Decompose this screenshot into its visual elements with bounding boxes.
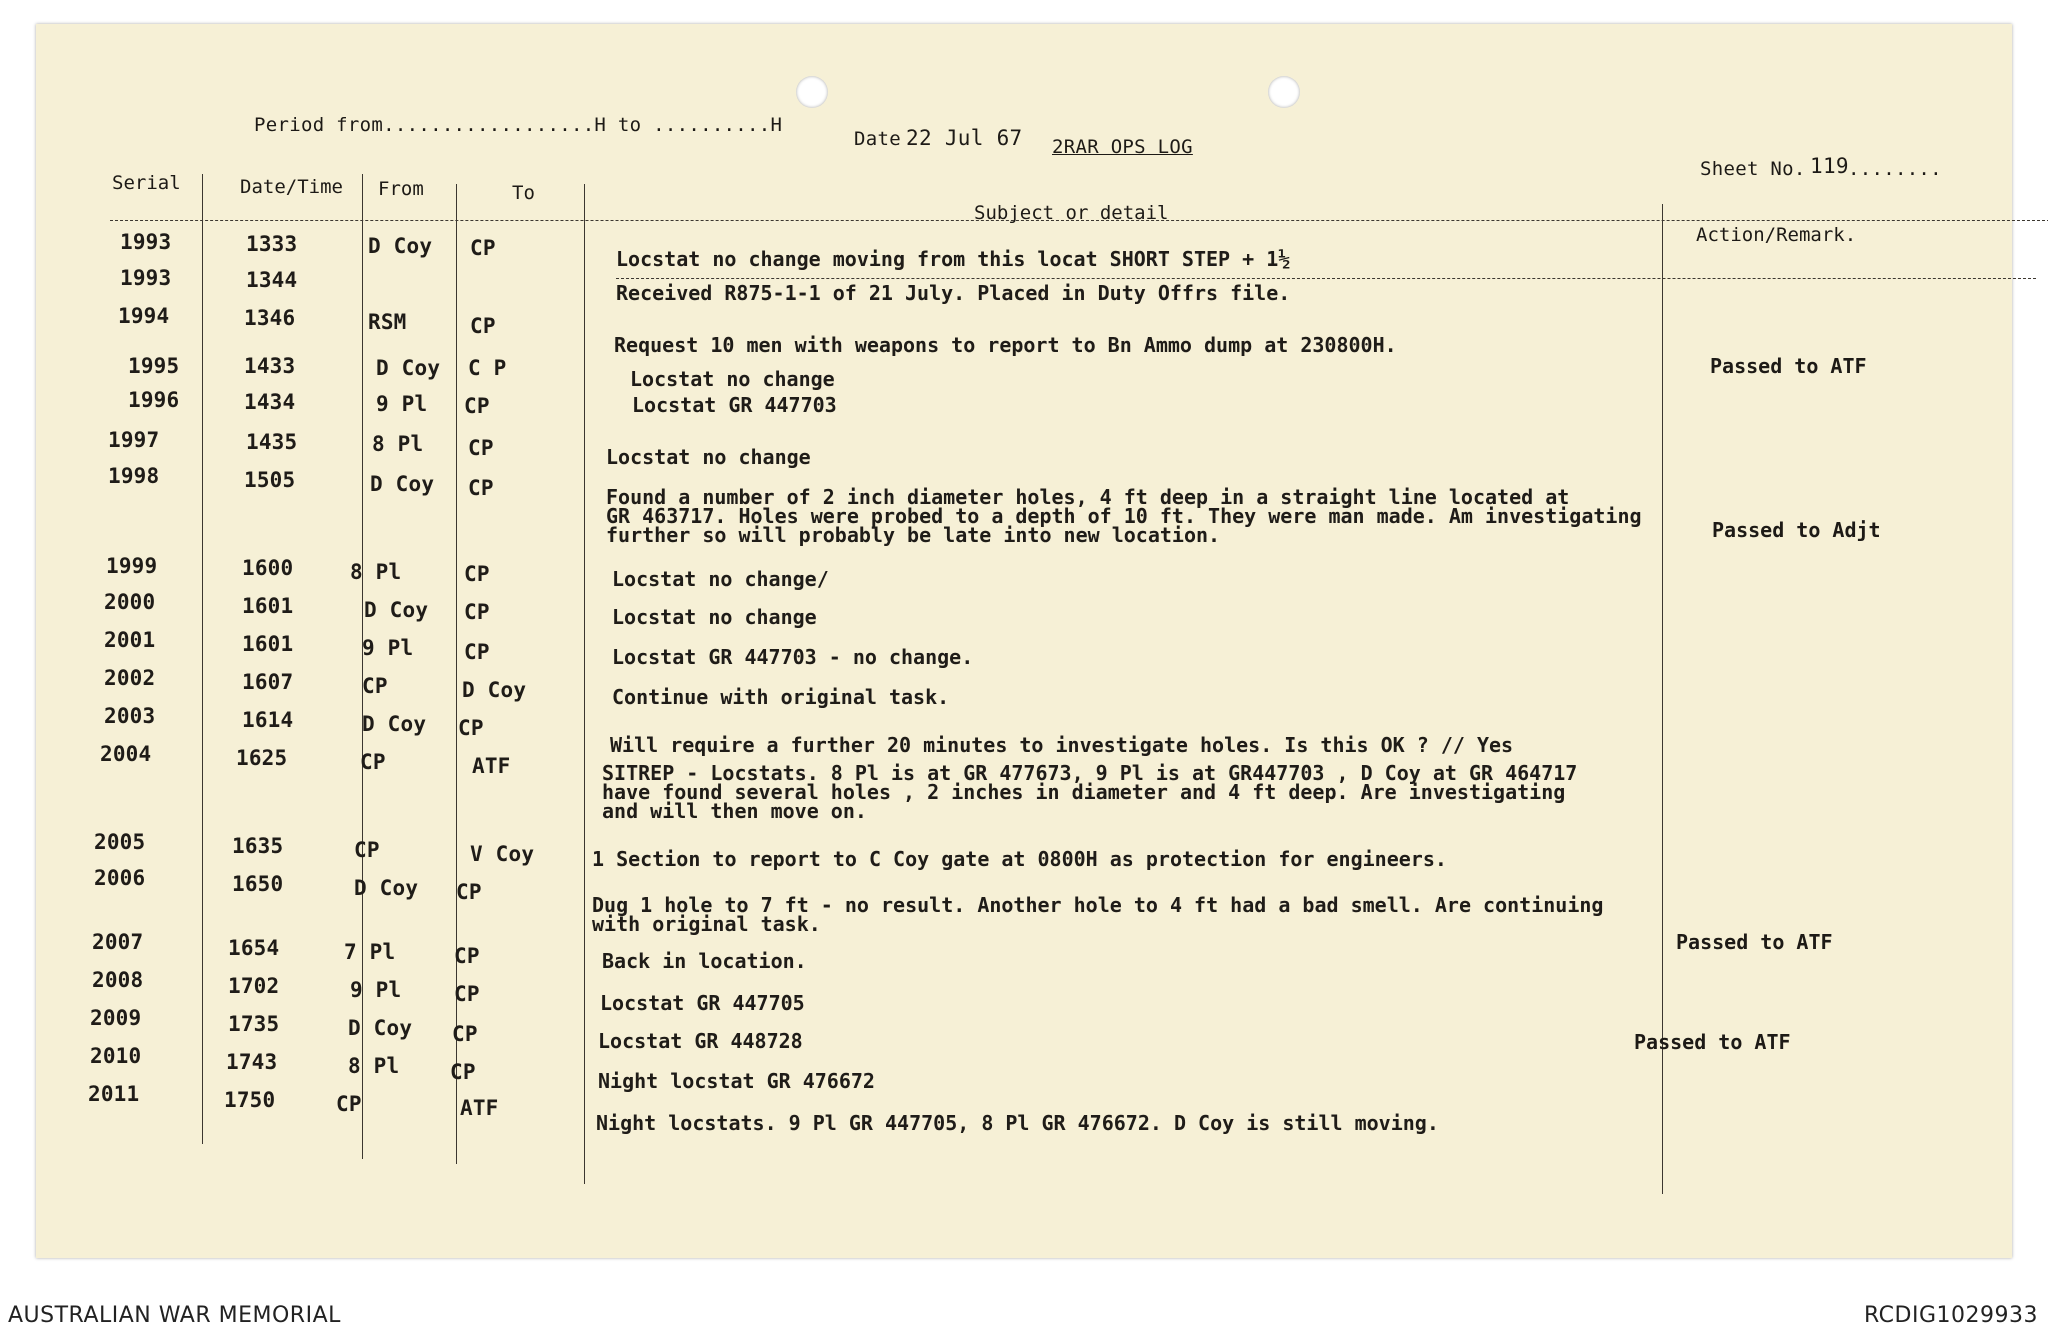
subject-cell: Received R875-1-1 of 21 July. Placed in Duty Offrs file. — [616, 281, 1291, 305]
to-cell: CP — [450, 1060, 476, 1084]
from-cell: 9 Pl — [362, 636, 414, 660]
col-subject: Subject or detail — [974, 202, 1169, 224]
serial-cell: 2007 — [92, 930, 144, 954]
from-cell: D Coy — [362, 712, 427, 736]
subject-cell: Night locstats. 9 Pl GR 447705, 8 Pl GR 476672. D Coy is still moving. — [596, 1111, 1439, 1135]
subject-cell: Continue with original task. — [612, 685, 950, 709]
serial-cell: 1996 — [128, 388, 180, 412]
subject-cell: Locstat no change — [612, 605, 817, 629]
serial-cell: 2004 — [100, 742, 152, 766]
subject-cell: Locstat no change — [630, 367, 835, 391]
serial-cell: 2011 — [88, 1082, 140, 1106]
time-cell: 1650 — [232, 872, 284, 896]
archive-credit: AUSTRALIAN WAR MEMORIAL — [8, 1303, 341, 1328]
col-datetime: Date/Time — [240, 176, 343, 198]
serial-cell: 2001 — [104, 628, 156, 652]
serial-cell: 2009 — [90, 1006, 142, 1030]
serial-cell: 1999 — [106, 554, 158, 578]
col-divider-1 — [202, 174, 203, 1144]
col-divider-3 — [456, 184, 457, 1164]
subject-cell: Locstat no change — [606, 445, 811, 469]
time-cell: 1505 — [244, 468, 296, 492]
from-cell: D Coy — [354, 876, 419, 900]
to-cell: CP — [464, 600, 490, 624]
time-cell: 1435 — [246, 430, 298, 454]
to-cell: CP — [464, 394, 490, 418]
subject-cell: 1 Section to report to C Coy gate at 0800H as protection for engineers. — [592, 847, 1447, 871]
from-cell: D Coy — [348, 1016, 413, 1040]
col-from: From — [378, 178, 424, 200]
to-cell: CP — [470, 236, 496, 260]
date-value: 22 Jul 67 — [906, 126, 1023, 150]
to-cell: ATF — [472, 754, 511, 778]
time-cell: 1433 — [244, 354, 296, 378]
log-sheet — [36, 24, 2012, 1258]
from-cell: D Coy — [376, 356, 441, 380]
punch-hole-left — [796, 76, 828, 108]
to-cell: CP — [464, 640, 490, 664]
time-cell: 1750 — [224, 1088, 276, 1112]
from-cell: 7 Pl — [344, 940, 396, 964]
subject-cell: Will require a further 20 minutes to investigate holes. Is this OK ? // Yes — [610, 733, 1514, 757]
from-cell: 8 Pl — [348, 1054, 400, 1078]
period-field: Period from..................H to ..........H — [254, 114, 783, 136]
remark-cell: Passed to ATF — [1676, 930, 1833, 954]
col-to: To — [512, 182, 535, 204]
to-cell: CP — [454, 982, 480, 1006]
to-cell: V Coy — [470, 842, 535, 866]
to-cell: CP — [464, 562, 490, 586]
serial-cell: 1993 — [120, 230, 172, 254]
time-cell: 1333 — [246, 232, 298, 256]
header-rule-lower — [616, 278, 2036, 279]
serial-cell: 1995 — [128, 354, 180, 378]
to-cell: CP — [470, 314, 496, 338]
header-rule-upper — [110, 220, 2048, 221]
subject-cell: SITREP - Locstats. 8 Pl is at GR 477673, 9 Pl is at GR447703 , D Coy at GR 464717 have found several holes , 2 inches in diameter and 4 ft deep. Are investigating and will then move on. — [602, 761, 1578, 823]
subject-cell: Locstat no change moving from this locat SHORT STEP + 1½ — [616, 247, 1291, 271]
subject-cell: Locstat GR 447703 — [632, 393, 837, 417]
time-cell: 1344 — [246, 268, 298, 292]
punch-hole-right — [1268, 76, 1300, 108]
to-cell: C P — [468, 356, 507, 380]
to-cell: D Coy — [462, 678, 527, 702]
time-cell: 1346 — [244, 306, 296, 330]
to-cell: CP — [454, 944, 480, 968]
serial-cell: 2005 — [94, 830, 146, 854]
sheet-dots: ........ — [1848, 158, 1942, 180]
from-cell: D Coy — [368, 234, 433, 258]
from-cell: 8 Pl — [372, 432, 424, 456]
subject-cell: Request 10 men with weapons to report to Bn Ammo dump at 230800H. — [614, 333, 1397, 357]
serial-cell: 1997 — [108, 428, 160, 452]
from-cell: 8 Pl — [350, 560, 402, 584]
sheet-label: Sheet No. — [1700, 158, 1806, 180]
log-title: 2RAR OPS LOG — [1052, 136, 1193, 158]
serial-cell: 2000 — [104, 590, 156, 614]
subject-cell: Found a number of 2 inch diameter holes, 4 ft deep in a straight line located at GR 463717. Holes were probed to a depth of 10 ft. They were man made. Am investigating further so will probably be late into new location. — [606, 485, 1642, 547]
from-cell: CP — [360, 750, 386, 774]
time-cell: 1601 — [242, 594, 294, 618]
time-cell: 1702 — [228, 974, 280, 998]
remark-cell: Passed to Adjt — [1712, 518, 1881, 542]
time-cell: 1635 — [232, 834, 284, 858]
to-cell: CP — [452, 1022, 478, 1046]
serial-cell: 1994 — [118, 304, 170, 328]
from-cell: CP — [354, 838, 380, 862]
subject-cell: Locstat GR 448728 — [598, 1029, 803, 1053]
time-cell: 1625 — [236, 746, 288, 770]
date-label: Date — [854, 128, 901, 150]
time-cell: 1600 — [242, 556, 294, 580]
time-cell: 1607 — [242, 670, 294, 694]
subject-cell: Locstat GR 447705 — [600, 991, 805, 1015]
time-cell: 1743 — [226, 1050, 278, 1074]
sheet-number: 119 — [1810, 154, 1849, 178]
document-id: RCDIG1029933 — [1863, 1303, 2038, 1328]
serial-cell: 1993 — [120, 266, 172, 290]
subject-cell: Back in location. — [602, 949, 807, 973]
to-cell: CP — [468, 476, 494, 500]
to-cell: CP — [468, 436, 494, 460]
time-cell: 1434 — [244, 390, 296, 414]
serial-cell: 2006 — [94, 866, 146, 890]
serial-cell: 2003 — [104, 704, 156, 728]
col-divider-2 — [362, 174, 363, 1159]
subject-cell: Locstat GR 447703 - no change. — [612, 645, 974, 669]
col-action: Action/Remark. — [1696, 224, 1857, 246]
from-cell: 9 Pl — [350, 978, 402, 1002]
col-divider-4 — [584, 184, 585, 1184]
to-cell: CP — [458, 716, 484, 740]
from-cell: D Coy — [370, 472, 435, 496]
serial-cell: 2008 — [92, 968, 144, 992]
remark-cell: Passed to ATF — [1710, 354, 1867, 378]
time-cell: 1614 — [242, 708, 294, 732]
to-cell: ATF — [460, 1096, 499, 1120]
subject-cell: Locstat no change/ — [612, 567, 829, 591]
col-serial: Serial — [112, 172, 181, 194]
time-cell: 1654 — [228, 936, 280, 960]
time-cell: 1735 — [228, 1012, 280, 1036]
serial-cell: 1998 — [108, 464, 160, 488]
time-cell: 1601 — [242, 632, 294, 656]
serial-cell: 2002 — [104, 666, 156, 690]
from-cell: D Coy — [364, 598, 429, 622]
serial-cell: 2010 — [90, 1044, 142, 1068]
from-cell: CP — [336, 1092, 362, 1116]
from-cell: RSM — [368, 310, 407, 334]
from-cell: CP — [362, 674, 388, 698]
subject-cell: Night locstat GR 476672 — [598, 1069, 875, 1093]
subject-cell: Dug 1 hole to 7 ft - no result. Another hole to 4 ft had a bad smell. Are continuing with original task. — [592, 893, 1604, 936]
remark-cell: Passed to ATF — [1634, 1030, 1791, 1054]
from-cell: 9 Pl — [376, 392, 428, 416]
to-cell: CP — [456, 880, 482, 904]
